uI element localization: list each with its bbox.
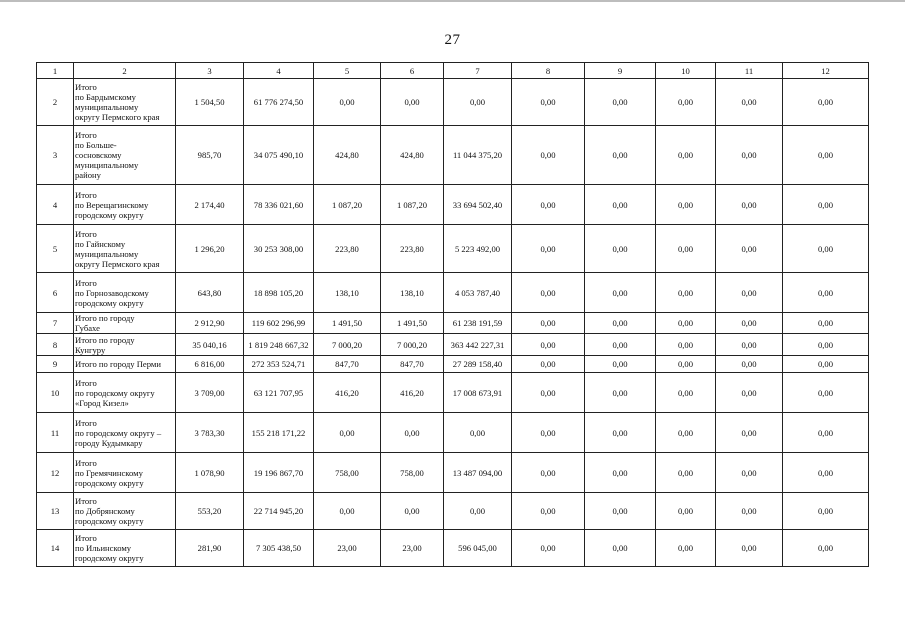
territory-name-line: по городскому округу – bbox=[75, 427, 162, 438]
table-row bbox=[37, 413, 869, 453]
value-cell-c6: 0,00 bbox=[381, 79, 444, 126]
value-cell-c11: 0,00 bbox=[716, 185, 783, 225]
value-cell-c10: 0,00 bbox=[656, 313, 716, 334]
value-cell-c3: 1 296,20 bbox=[176, 225, 244, 273]
value-cell-c4: 78 336 021,60 bbox=[244, 185, 314, 225]
row-number-cell: 7 bbox=[37, 313, 74, 334]
value-cell-c7: 11 044 375,20 bbox=[444, 126, 512, 185]
value-cell-c10: 0,00 bbox=[656, 413, 716, 453]
value-cell-c9: 0,00 bbox=[585, 185, 656, 225]
value-cell-c6: 7 000,20 bbox=[381, 334, 444, 356]
value-cell-c9: 0,00 bbox=[585, 79, 656, 126]
column-header: 4 bbox=[244, 63, 314, 79]
territory-name-line: Губахе bbox=[75, 323, 100, 333]
column-header: 6 bbox=[381, 63, 444, 79]
value-cell-c3: 1 078,90 bbox=[176, 453, 244, 493]
territory-name-line: по Добрянскому bbox=[75, 506, 135, 516]
data-table bbox=[36, 62, 869, 567]
value-cell-c7: 13 487 094,00 bbox=[444, 453, 512, 493]
territory-name-line: Итого bbox=[75, 189, 97, 200]
value-cell-c8: 0,00 bbox=[512, 356, 585, 373]
territory-name-line: Итого по городу bbox=[75, 334, 135, 345]
value-cell-c7: 17 008 673,91 bbox=[444, 373, 512, 413]
value-cell-c10: 0,00 bbox=[656, 530, 716, 567]
value-cell-c12: 0,00 bbox=[783, 453, 869, 493]
value-cell-c7: 5 223 492,00 bbox=[444, 225, 512, 273]
territory-name-line: Итого bbox=[75, 417, 97, 428]
value-cell-c9: 0,00 bbox=[585, 334, 656, 356]
value-cell-c11: 0,00 bbox=[716, 126, 783, 185]
row-number-cell: 14 bbox=[37, 530, 74, 567]
territory-name-line: муниципальному bbox=[75, 102, 139, 112]
value-cell-c7: 4 053 787,40 bbox=[444, 273, 512, 313]
value-cell-c6: 424,80 bbox=[381, 126, 444, 185]
value-cell-c8: 0,00 bbox=[512, 373, 585, 413]
value-cell-c12: 0,00 bbox=[783, 79, 869, 126]
row-number-cell: 10 bbox=[37, 373, 74, 413]
value-cell-c8: 0,00 bbox=[512, 530, 585, 567]
value-cell-c4: 272 353 524,71 bbox=[244, 356, 314, 373]
row-number-cell: 2 bbox=[37, 79, 74, 126]
territory-name-cell bbox=[74, 413, 176, 453]
territory-name-line: по Больше- bbox=[75, 140, 117, 150]
value-cell-c12: 0,00 bbox=[783, 313, 869, 334]
column-header: 12 bbox=[783, 63, 869, 79]
territory-name-cell bbox=[74, 185, 176, 225]
table-row bbox=[37, 225, 869, 273]
value-cell-c8: 0,00 bbox=[512, 334, 585, 356]
value-cell-c10: 0,00 bbox=[656, 373, 716, 413]
value-cell-c4: 30 253 308,00 bbox=[244, 225, 314, 273]
value-cell-c8: 0,00 bbox=[512, 79, 585, 126]
column-header: 1 bbox=[37, 63, 74, 79]
territory-name-cell bbox=[74, 273, 176, 313]
row-number-cell: 3 bbox=[37, 126, 74, 185]
value-cell-c7: 0,00 bbox=[444, 493, 512, 530]
value-cell-c3: 553,20 bbox=[176, 493, 244, 530]
territory-name-line: по Бардымскому bbox=[75, 92, 136, 102]
territory-name-cell bbox=[74, 530, 176, 567]
value-cell-c4: 18 898 105,20 bbox=[244, 273, 314, 313]
territory-name-cell bbox=[74, 334, 176, 356]
value-cell-c8: 0,00 bbox=[512, 273, 585, 313]
value-cell-c9: 0,00 bbox=[585, 493, 656, 530]
value-cell-c12: 0,00 bbox=[783, 530, 869, 567]
territory-name-line: городскому округу bbox=[75, 516, 144, 526]
territory-name-line: Итого bbox=[75, 228, 97, 239]
value-cell-c9: 0,00 bbox=[585, 126, 656, 185]
table-row bbox=[37, 493, 869, 530]
column-header: 5 bbox=[314, 63, 381, 79]
value-cell-c5: 1 087,20 bbox=[314, 185, 381, 225]
value-cell-c11: 0,00 bbox=[716, 334, 783, 356]
territory-name-line: городскому округу bbox=[75, 477, 144, 488]
territory-name-cell bbox=[74, 493, 176, 530]
territory-name-line: Итого bbox=[75, 82, 97, 92]
value-cell-c3: 1 504,50 bbox=[176, 79, 244, 126]
value-cell-c6: 0,00 bbox=[381, 493, 444, 530]
territory-name-line: по Ильинскому bbox=[75, 543, 132, 553]
value-cell-c6: 758,00 bbox=[381, 453, 444, 493]
value-cell-c5: 138,10 bbox=[314, 273, 381, 313]
territory-name-line: Итого bbox=[75, 533, 97, 543]
territory-name-line: Итого bbox=[75, 277, 97, 288]
territory-name-line: сосновскому bbox=[75, 150, 122, 160]
value-cell-c10: 0,00 bbox=[656, 273, 716, 313]
territory-name-cell bbox=[74, 313, 176, 334]
territory-name-line: Итого bbox=[75, 130, 97, 140]
column-header: 7 bbox=[444, 63, 512, 79]
table-row bbox=[37, 313, 869, 334]
value-cell-c3: 3 783,30 bbox=[176, 413, 244, 453]
value-cell-c3: 281,90 bbox=[176, 530, 244, 567]
territory-name-line: Итого bbox=[75, 377, 97, 388]
value-cell-c8: 0,00 bbox=[512, 185, 585, 225]
value-cell-c12: 0,00 bbox=[783, 273, 869, 313]
value-cell-c8: 0,00 bbox=[512, 413, 585, 453]
value-cell-c5: 23,00 bbox=[314, 530, 381, 567]
value-cell-c11: 0,00 bbox=[716, 493, 783, 530]
table-row bbox=[37, 126, 869, 185]
table-row bbox=[37, 185, 869, 225]
value-cell-c4: 1 819 248 667,32 bbox=[244, 334, 314, 356]
value-cell-c8: 0,00 bbox=[512, 453, 585, 493]
row-number-cell: 5 bbox=[37, 225, 74, 273]
value-cell-c10: 0,00 bbox=[656, 356, 716, 373]
value-cell-c11: 0,00 bbox=[716, 273, 783, 313]
value-cell-c3: 985,70 bbox=[176, 126, 244, 185]
territory-name-line: «Город Кизел» bbox=[75, 397, 129, 408]
territory-name-cell bbox=[74, 126, 176, 185]
row-number-cell: 8 bbox=[37, 334, 74, 356]
territory-name-cell bbox=[74, 225, 176, 273]
territory-name-line: Кунгуру bbox=[75, 344, 106, 355]
value-cell-c12: 0,00 bbox=[783, 356, 869, 373]
value-cell-c11: 0,00 bbox=[716, 530, 783, 567]
value-cell-c9: 0,00 bbox=[585, 356, 656, 373]
value-cell-c3: 2 912,90 bbox=[176, 313, 244, 334]
value-cell-c11: 0,00 bbox=[716, 413, 783, 453]
scan-edge-line bbox=[0, 0, 905, 2]
value-cell-c9: 0,00 bbox=[585, 373, 656, 413]
value-cell-c11: 0,00 bbox=[716, 373, 783, 413]
value-cell-c7: 363 442 227,31 bbox=[444, 334, 512, 356]
value-cell-c10: 0,00 bbox=[656, 453, 716, 493]
value-cell-c8: 0,00 bbox=[512, 225, 585, 273]
value-cell-c10: 0,00 bbox=[656, 493, 716, 530]
value-cell-c4: 22 714 945,20 bbox=[244, 493, 314, 530]
value-cell-c5: 0,00 bbox=[314, 413, 381, 453]
territory-name-cell bbox=[74, 356, 176, 373]
value-cell-c10: 0,00 bbox=[656, 225, 716, 273]
column-header: 11 bbox=[716, 63, 783, 79]
territory-name-cell bbox=[74, 79, 176, 126]
value-cell-c8: 0,00 bbox=[512, 313, 585, 334]
value-cell-c12: 0,00 bbox=[783, 413, 869, 453]
table-row bbox=[37, 453, 869, 493]
value-cell-c5: 847,70 bbox=[314, 356, 381, 373]
value-cell-c6: 138,10 bbox=[381, 273, 444, 313]
table-row bbox=[37, 373, 869, 413]
value-cell-c6: 23,00 bbox=[381, 530, 444, 567]
value-cell-c11: 0,00 bbox=[716, 79, 783, 126]
value-cell-c12: 0,00 bbox=[783, 334, 869, 356]
row-number-cell: 4 bbox=[37, 185, 74, 225]
value-cell-c3: 35 040,16 bbox=[176, 334, 244, 356]
value-cell-c5: 1 491,50 bbox=[314, 313, 381, 334]
value-cell-c5: 0,00 bbox=[314, 493, 381, 530]
value-cell-c3: 643,80 bbox=[176, 273, 244, 313]
value-cell-c11: 0,00 bbox=[716, 313, 783, 334]
value-cell-c11: 0,00 bbox=[716, 225, 783, 273]
value-cell-c4: 7 305 438,50 bbox=[244, 530, 314, 567]
value-cell-c7: 596 045,00 bbox=[444, 530, 512, 567]
value-cell-c5: 416,20 bbox=[314, 373, 381, 413]
value-cell-c9: 0,00 bbox=[585, 453, 656, 493]
territory-name-line: по городскому округу bbox=[75, 387, 155, 398]
value-cell-c9: 0,00 bbox=[585, 273, 656, 313]
territory-name-cell bbox=[74, 453, 176, 493]
value-cell-c11: 0,00 bbox=[716, 356, 783, 373]
value-cell-c12: 0,00 bbox=[783, 225, 869, 273]
territory-name-line: по Верещагинскому bbox=[75, 199, 149, 210]
value-cell-c3: 6 816,00 bbox=[176, 356, 244, 373]
page-number: 27 bbox=[444, 32, 461, 48]
territory-name-line: Итого bbox=[75, 496, 97, 506]
row-number-cell: 9 bbox=[37, 356, 74, 373]
territory-name-line: по Гремячинскому bbox=[75, 467, 143, 478]
value-cell-c9: 0,00 bbox=[585, 225, 656, 273]
value-cell-c12: 0,00 bbox=[783, 373, 869, 413]
column-header: 2 bbox=[74, 63, 176, 79]
territory-name-cell bbox=[74, 373, 176, 413]
territory-name-line: городу Кудымкару bbox=[75, 437, 143, 448]
value-cell-c5: 758,00 bbox=[314, 453, 381, 493]
value-cell-c4: 61 776 274,50 bbox=[244, 79, 314, 126]
row-number-cell: 11 bbox=[37, 413, 74, 453]
column-header: 3 bbox=[176, 63, 244, 79]
territory-name-line: муниципальному bbox=[75, 248, 139, 259]
value-cell-c7: 33 694 502,40 bbox=[444, 185, 512, 225]
territory-name-line: Итого по городу bbox=[75, 313, 135, 323]
value-cell-c4: 119 602 296,99 bbox=[244, 313, 314, 334]
value-cell-c9: 0,00 bbox=[585, 313, 656, 334]
value-cell-c7: 0,00 bbox=[444, 79, 512, 126]
value-cell-c10: 0,00 bbox=[656, 126, 716, 185]
value-cell-c5: 424,80 bbox=[314, 126, 381, 185]
value-cell-c12: 0,00 bbox=[783, 126, 869, 185]
value-cell-c4: 63 121 707,95 bbox=[244, 373, 314, 413]
value-cell-c4: 34 075 490,10 bbox=[244, 126, 314, 185]
value-cell-c6: 1 087,20 bbox=[381, 185, 444, 225]
value-cell-c5: 7 000,20 bbox=[314, 334, 381, 356]
value-cell-c12: 0,00 bbox=[783, 493, 869, 530]
row-number-cell: 6 bbox=[37, 273, 74, 313]
territory-name-line: городскому округу bbox=[75, 553, 144, 563]
territory-name-line: муниципальному bbox=[75, 160, 139, 170]
value-cell-c8: 0,00 bbox=[512, 493, 585, 530]
value-cell-c7: 0,00 bbox=[444, 413, 512, 453]
column-header: 10 bbox=[656, 63, 716, 79]
table-row bbox=[37, 334, 869, 356]
value-cell-c8: 0,00 bbox=[512, 126, 585, 185]
territory-name-line: округу Пермского края bbox=[75, 258, 160, 269]
value-cell-c9: 0,00 bbox=[585, 530, 656, 567]
value-cell-c5: 223,80 bbox=[314, 225, 381, 273]
territory-name-line: городскому округу bbox=[75, 297, 144, 308]
value-cell-c9: 0,00 bbox=[585, 413, 656, 453]
table-row bbox=[37, 530, 869, 567]
value-cell-c6: 223,80 bbox=[381, 225, 444, 273]
value-cell-c6: 0,00 bbox=[381, 413, 444, 453]
value-cell-c10: 0,00 bbox=[656, 185, 716, 225]
value-cell-c6: 847,70 bbox=[381, 356, 444, 373]
value-cell-c3: 3 709,00 bbox=[176, 373, 244, 413]
column-header: 9 bbox=[585, 63, 656, 79]
territory-name-line: Итого по городу Перми bbox=[75, 359, 161, 369]
value-cell-c12: 0,00 bbox=[783, 185, 869, 225]
value-cell-c11: 0,00 bbox=[716, 453, 783, 493]
row-number-cell: 12 bbox=[37, 453, 74, 493]
territory-name-line: городскому округу bbox=[75, 209, 144, 220]
value-cell-c10: 0,00 bbox=[656, 79, 716, 126]
value-cell-c3: 2 174,40 bbox=[176, 185, 244, 225]
value-cell-c6: 416,20 bbox=[381, 373, 444, 413]
row-number-cell: 13 bbox=[37, 493, 74, 530]
value-cell-c10: 0,00 bbox=[656, 334, 716, 356]
territory-name-line: по Горнозаводскому bbox=[75, 287, 149, 298]
column-header: 8 bbox=[512, 63, 585, 79]
table-row bbox=[37, 356, 869, 373]
value-cell-c4: 19 196 867,70 bbox=[244, 453, 314, 493]
value-cell-c4: 155 218 171,22 bbox=[244, 413, 314, 453]
table-row bbox=[37, 79, 869, 126]
territory-name-line: району bbox=[75, 170, 101, 180]
value-cell-c7: 27 289 158,40 bbox=[444, 356, 512, 373]
table-row bbox=[37, 273, 869, 313]
column-number-row bbox=[37, 63, 869, 79]
value-cell-c6: 1 491,50 bbox=[381, 313, 444, 334]
territory-name-line: по Гайнскому bbox=[75, 238, 126, 249]
territory-name-line: округу Пермского края bbox=[75, 112, 160, 122]
value-cell-c7: 61 238 191,59 bbox=[444, 313, 512, 334]
value-cell-c5: 0,00 bbox=[314, 79, 381, 126]
territory-name-line: Итого bbox=[75, 457, 97, 468]
